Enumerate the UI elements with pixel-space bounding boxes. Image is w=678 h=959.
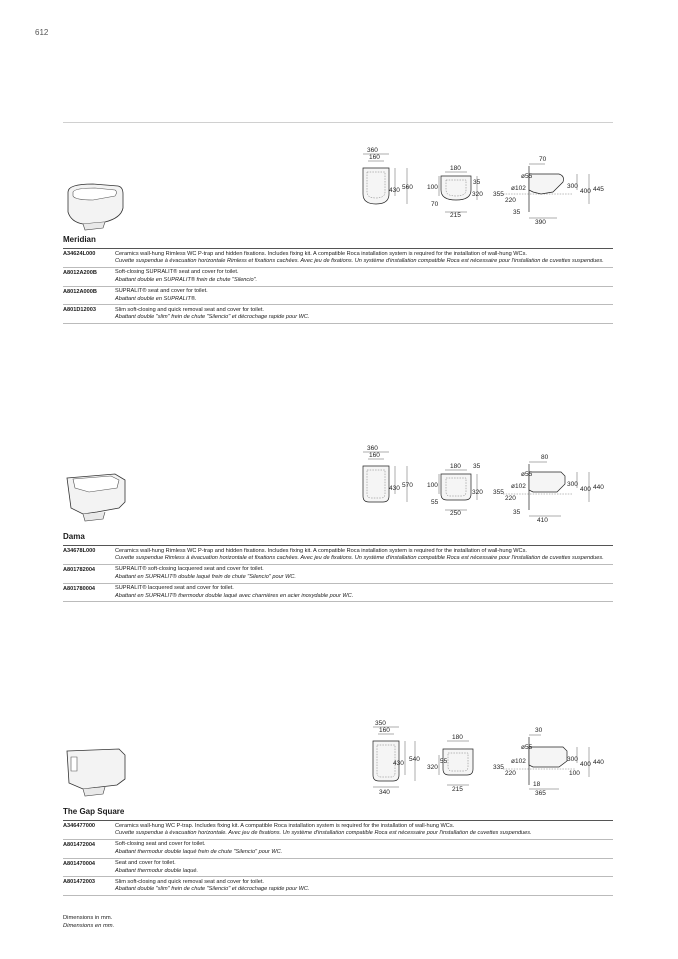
dim-label: 335	[493, 764, 504, 771]
product-code: A34678L000	[63, 548, 96, 554]
dim-label: 100	[569, 770, 580, 777]
top-divider	[63, 122, 613, 123]
spec-row	[63, 287, 613, 306]
product-photo-the-gap-square	[63, 745, 128, 800]
dim-label: 300	[567, 183, 578, 190]
dim-label: ø102	[511, 758, 526, 765]
side-view-drawing	[493, 454, 604, 524]
dim-label: 35	[473, 463, 481, 470]
dim-label: 320	[472, 191, 483, 198]
spec-row	[63, 546, 613, 565]
dim-label: ø55	[521, 173, 533, 180]
technical-drawings-dama	[353, 444, 613, 524]
description-english: SUPRALIT® soft-closing lacquered seat and cover for toilet.	[115, 566, 264, 573]
spec-table	[63, 545, 613, 602]
description-french: Abattant double "slim" frein de chute "Silencio" et décrochage rapide pour WC.	[115, 886, 310, 893]
product-description	[115, 823, 613, 838]
dim-label: 300	[567, 756, 578, 763]
dim-label: 560	[402, 184, 413, 191]
product-description	[115, 269, 613, 284]
dim-label: 35	[513, 509, 521, 516]
product-code: A8012A200B	[63, 269, 97, 276]
spec-row	[63, 840, 613, 859]
dim-label: 215	[450, 212, 461, 219]
dim-label: 400	[580, 486, 591, 493]
dim-label: 35	[513, 209, 521, 216]
dim-label: 160	[369, 154, 380, 161]
product-description	[115, 548, 613, 563]
product-description	[115, 841, 613, 856]
dim-label: 18	[533, 781, 541, 788]
spec-row	[63, 821, 613, 840]
spec-row	[63, 305, 613, 324]
product-description	[115, 307, 613, 322]
product-code: A801780004	[63, 585, 96, 592]
front-view-drawing	[363, 445, 413, 502]
dim-label: ø102	[511, 185, 526, 192]
dim-label: 430	[389, 485, 400, 492]
side-view-drawing	[493, 727, 604, 797]
dim-label: 55	[431, 499, 439, 506]
product-code: A801782004	[63, 566, 96, 573]
dim-label: 160	[379, 727, 390, 734]
front-view-drawing	[373, 720, 420, 796]
description-french: Abattant double "slim" frein de chute "Silencio" et décrochage rapide pour WC.	[115, 314, 310, 321]
dim-label: 365	[535, 790, 546, 797]
top-view-drawing	[427, 463, 483, 517]
spec-row	[63, 249, 613, 268]
dim-label: 355	[493, 489, 504, 496]
dimensions-footnote	[63, 914, 114, 930]
top-view-drawing	[427, 165, 483, 219]
dim-label: 360	[367, 445, 378, 452]
dim-label: 430	[389, 187, 400, 194]
dim-label: 180	[450, 463, 461, 470]
dim-label: 70	[539, 156, 547, 163]
product-description	[115, 860, 613, 875]
description-french: Abattant en SUPRALIT® double laqué frein de chute "Silencio" pour WC.	[115, 573, 296, 580]
spec-row	[63, 565, 613, 584]
dim-label: 320	[427, 764, 438, 771]
description-english: Seat and cover for toilet.	[115, 860, 176, 867]
dim-label: 70	[431, 201, 439, 208]
spec-row	[63, 268, 613, 287]
dim-label: 80	[541, 454, 549, 461]
dim-label: 215	[452, 786, 463, 793]
dim-label: 220	[505, 495, 516, 502]
description-french: Abattant thermodur double laqué frein de chute "Silencio" pour WC.	[115, 848, 283, 855]
description-french: Abattant thermodur double laqué.	[115, 867, 199, 874]
top-view-drawing	[427, 734, 473, 793]
spec-table	[63, 820, 613, 896]
series-title: The Gap Square	[63, 807, 125, 816]
description-english: Slim soft-closing and quick removal seat and cover for toilet.	[115, 306, 264, 313]
dim-label: 400	[580, 761, 591, 768]
dim-label: 100	[427, 184, 438, 191]
dim-label: 100	[427, 482, 438, 489]
product-code: A8012A000B	[63, 288, 97, 295]
dim-label: 570	[402, 482, 413, 489]
description-english: Soft-closing seat and cover for toilet.	[115, 841, 206, 848]
product-description	[115, 251, 613, 266]
dim-label: 350	[375, 720, 386, 727]
description-french: Cuvette suspendue Rimless à évacuation horizontale et fixations cachées. Avec jeu de fixations. Un système d'installation compatible Roca est nécessaire pour l'installation de cuvettes suspendues.	[115, 554, 604, 561]
dim-label: 30	[535, 727, 543, 734]
dim-label: 35	[473, 179, 481, 186]
dim-label: 360	[367, 147, 378, 154]
dim-label: 440	[593, 484, 604, 491]
dim-label: 300	[567, 481, 578, 488]
product-code: A346477000	[63, 823, 96, 829]
product-code: A801472004	[63, 841, 96, 848]
product-description	[115, 879, 613, 894]
description-french: Cuvette suspendue à évacuation horizontale. Avec jeu de fixations. Un système d'installation compatible Roca est nécessaire pour l'installation de cuvettes suspendues.	[115, 829, 532, 836]
dim-label: ø55	[521, 471, 533, 478]
description-english: Soft-closing SUPRALIT® seat and cover for toilet.	[115, 269, 239, 276]
description-english: SUPRALIT® lacquered seat and cover for toilet.	[115, 585, 234, 592]
dim-label: 55	[440, 758, 448, 765]
description-french: Abattant en SUPRALIT® thermodur double laqué avec charnières en acier inoxydable pour WC.	[115, 592, 354, 599]
description-english: Ceramics wall-hung WC P-trap. Includes fixing kit. A compatible Roca installation system is required for the installation of wall-hung WCs.	[115, 822, 455, 829]
dim-label: 180	[452, 734, 463, 741]
dim-label: 410	[537, 517, 548, 524]
spec-row	[63, 859, 613, 878]
dim-label: 430	[393, 760, 404, 767]
product-photo-meridian	[63, 178, 128, 233]
dim-label: 250	[450, 510, 461, 517]
dim-label: ø102	[511, 483, 526, 490]
dim-label: 390	[535, 219, 546, 226]
series-title: Dama	[63, 532, 85, 541]
description-english: SUPRALIT® seat and cover for toilet.	[115, 288, 208, 295]
front-view-drawing	[363, 147, 413, 204]
dim-label: 340	[379, 789, 390, 796]
product-description	[115, 288, 613, 303]
technical-drawings-the-gap-square	[363, 719, 613, 797]
dim-label: 355	[493, 191, 504, 198]
description-french: Cuvette suspendue à évacuation horizontale Rimless et fixations cachées. Avec jeu de fixations. Un système d'installation compatible Roca est nécessaire pour l'installation de cuvettes suspendues.	[115, 257, 604, 264]
spec-table	[63, 248, 613, 324]
side-view-drawing	[493, 156, 604, 226]
dim-label: 220	[505, 197, 516, 204]
spec-row	[63, 584, 613, 603]
footnote-french: Dimensions en mm.	[63, 923, 115, 929]
dim-label: 320	[472, 489, 483, 496]
dim-label: 180	[450, 165, 461, 172]
product-description	[115, 585, 613, 600]
series-title: Meridian	[63, 235, 96, 244]
technical-drawings-meridian	[353, 146, 613, 226]
description-english: Ceramics wall-hung Rimless WC P-trap and hidden fixations. Includes fixing kit. A compatible Roca installation system is required for the installation of wall-hung WCs.	[115, 547, 527, 554]
product-code: A801472003	[63, 879, 96, 886]
description-english: Ceramics wall-hung Rimless WC P-trap and hidden fixations. Includes fixing kit. A compatible Roca installation system is required for the installation of wall-hung WCs.	[115, 250, 527, 257]
description-french: Abattant double en SUPRALIT® frein de chute "Silencio".	[115, 276, 258, 283]
footnote-english: Dimensions in mm.	[63, 915, 113, 921]
product-code: A801D12003	[63, 307, 96, 314]
product-photo-dama	[63, 468, 128, 523]
product-code: A34624L000	[63, 251, 96, 257]
product-code: A801470004	[63, 860, 96, 867]
dim-label: 160	[369, 452, 380, 459]
description-french: Abattant double en SUPRALIT®.	[115, 295, 197, 302]
description-english: Slim soft-closing and quick removal seat and cover for toilet.	[115, 878, 264, 885]
page-number: 612	[35, 28, 49, 37]
dim-label: 540	[409, 756, 420, 763]
dim-label: 220	[505, 770, 516, 777]
dim-label: 400	[580, 188, 591, 195]
dim-label: 440	[593, 759, 604, 766]
dim-label: ø55	[521, 744, 533, 751]
product-description	[115, 566, 613, 581]
spec-row	[63, 877, 613, 896]
dim-label: 445	[593, 186, 604, 193]
